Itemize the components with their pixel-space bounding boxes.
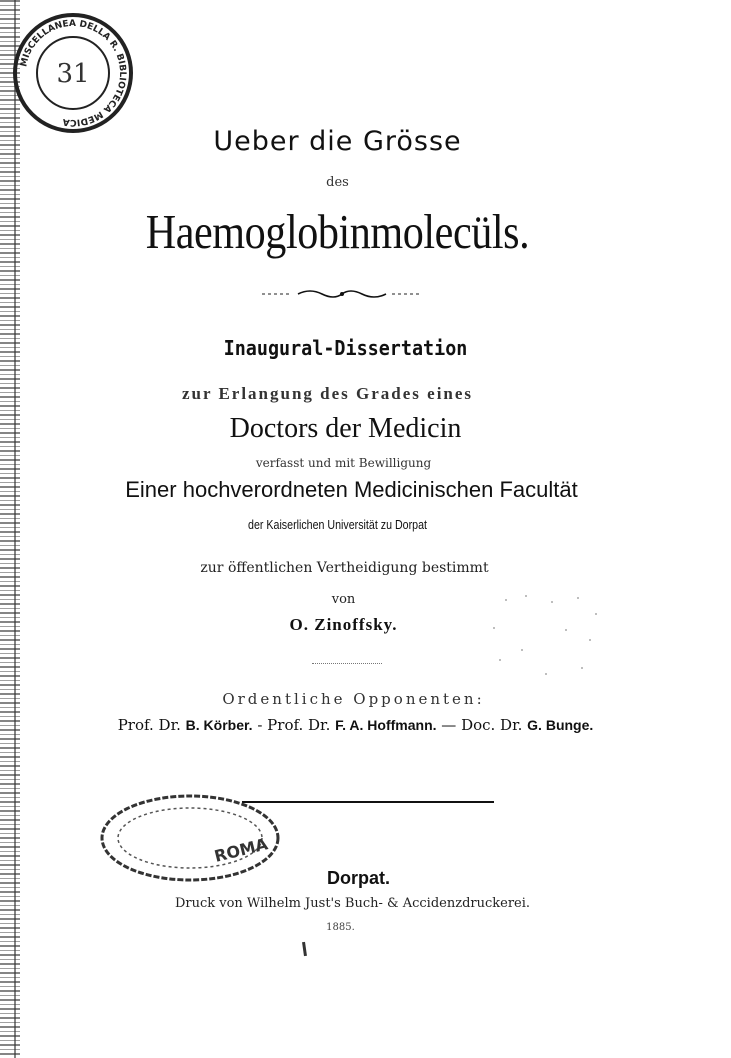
permission-line: verfasst und mit Bewilligung (255, 456, 432, 470)
publication-year: 1885. (326, 922, 355, 933)
degree-line: Doctors der Medicin (229, 413, 462, 444)
main-title: Haemoglobinmolecüls. (145, 204, 530, 259)
svg-text:MISCELLANEA DELLA R. BIBLIOTEC: MISCELLANEA DELLA R. BIBLIOTECA MEDICA (19, 18, 128, 128)
printer-line: Druck von Wilhelm Just's Buch- & Accidenzdruckerei. (174, 896, 531, 911)
opponent-2-name: F. A. Hoffmann. (335, 717, 437, 733)
opponents-list (0, 716, 721, 734)
ink-mark (302, 942, 307, 956)
place-of-publication: Dorpat. (327, 868, 390, 888)
title-article: des (326, 175, 349, 190)
purpose-line: zur Erlangung des Grades eines (181, 384, 474, 403)
opponent-3-name: G. Bunge. (527, 717, 594, 733)
author-name: O. Zinoffsky. (289, 615, 398, 634)
by-line: von (331, 592, 356, 607)
paper-speckles (486, 590, 601, 680)
library-seal-stamp (8, 8, 138, 138)
svg-text:31: 31 (56, 59, 90, 89)
svg-text:ROMA: ROMA (212, 834, 270, 866)
title-line: Ueber die Grösse (213, 126, 462, 157)
opponent-3-prefix: — Doc. Dr. (441, 716, 523, 734)
opponent-1-prefix: Prof. Dr. (117, 716, 181, 734)
ornament-divider (262, 287, 422, 301)
dissertation-label: Inaugural-Dissertation (223, 336, 468, 360)
opponent-1-name: B. Körber. (185, 717, 253, 733)
faculty-line: Einer hochverordneten Medicinischen Facultät (125, 477, 578, 502)
dotted-divider (312, 663, 382, 664)
opponents-heading: Ordentliche Opponenten: (222, 690, 485, 708)
defense-line: zur öffentlichen Vertheidigung bestimmt (200, 560, 489, 576)
university-line: der Kaiserlichen Universität zu Dorpat (248, 517, 427, 532)
opponent-2-prefix: - Prof. Dr. (257, 716, 331, 734)
